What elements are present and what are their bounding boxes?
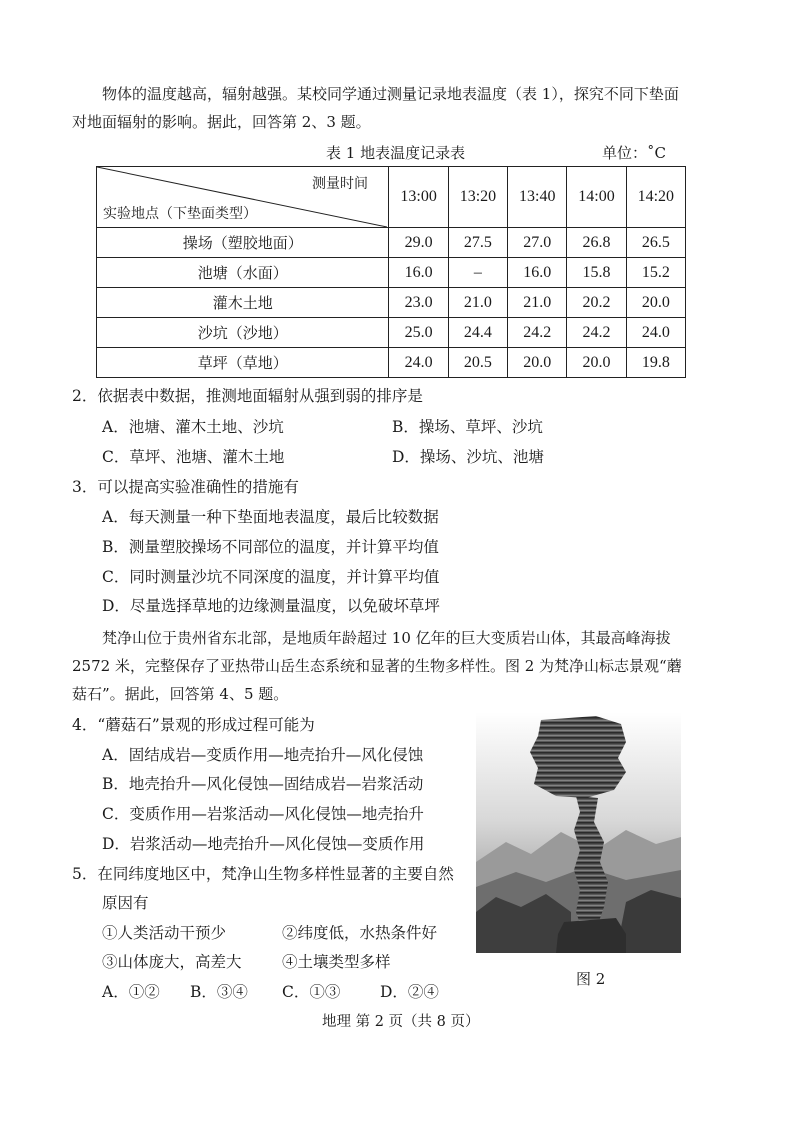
time-col-header: 13:20: [448, 167, 507, 228]
page-footer: 地理 第 2 页（共 8 页）: [322, 1014, 480, 1030]
value-cell: 20.0: [626, 288, 685, 318]
intro2-line-3: 菇石”。据此，回答第 4、5 题。: [72, 685, 289, 703]
site-cell: 操场（塑胶地面）: [97, 228, 389, 258]
question-5-statement-4: ④土壤类型多样: [282, 953, 391, 971]
question-4-option-b: B．地壳抬升—风化侵蚀—固结成岩—岩浆活动: [102, 775, 424, 793]
intro2-line-2: 2572 米，完整保存了亚热带山岳生态系统和显著的生物多样性。图 2 为梵净山标志景观“蘑: [72, 657, 682, 675]
time-col-header: 13:00: [389, 167, 448, 228]
table-unit: 单位：˚C: [602, 144, 666, 162]
question-3-stem: 3．可以提高实验准确性的措施有: [72, 478, 299, 496]
value-cell: 20.2: [567, 288, 626, 318]
value-cell: 26.5: [626, 228, 685, 258]
question-2-option-a: A．池塘、灌木土地、沙坑: [102, 418, 284, 436]
question-3-option-b: B．测量塑胶操场不同部位的温度，并计算平均值: [102, 538, 439, 556]
value-cell: 24.2: [508, 318, 567, 348]
intro-line-1: 物体的温度越高，辐射越强。某校同学通过测量记录地表温度（表 1），探究不同下垫面: [102, 85, 679, 103]
header-site-label: 实验地点（下垫面类型）: [103, 206, 257, 222]
question-5-statement-1: ①人类活动干预少: [102, 924, 227, 942]
question-4-option-d: D．岩浆活动—地壳抬升—风化侵蚀—变质作用: [102, 835, 425, 853]
site-cell: 灌木土地: [97, 288, 389, 318]
value-cell: 23.0: [389, 288, 448, 318]
figure-caption: 图 2: [576, 970, 606, 988]
question-2-option-c: C．草坪、池塘、灌木土地: [102, 448, 285, 466]
value-cell: 24.0: [389, 348, 448, 378]
value-cell: 20.5: [448, 348, 507, 378]
question-2-option-d: D．操场、沙坑、池塘: [392, 448, 544, 466]
value-cell: 24.2: [567, 318, 626, 348]
mushroom-rock-illustration: [476, 712, 681, 953]
question-5-option-b: B．③④: [190, 983, 248, 1001]
value-cell: 15.2: [626, 258, 685, 288]
time-col-header: 13:40: [508, 167, 567, 228]
question-5-option-d: D．②④: [380, 983, 439, 1001]
value-cell: 20.0: [567, 348, 626, 378]
site-cell: 池塘（水面）: [97, 258, 389, 288]
mushroom-rock-photo: [476, 712, 681, 953]
value-cell: 16.0: [508, 258, 567, 288]
value-cell: 24.4: [448, 318, 507, 348]
question-2-option-b: B．操场、草坪、沙坑: [392, 418, 543, 436]
question-5-statement-2: ②纬度低，水热条件好: [282, 924, 438, 942]
value-cell: 24.0: [626, 318, 685, 348]
question-4-stem: 4．“蘑菇石”景观的形成过程可能为: [72, 716, 315, 734]
header-time-label: 测量时间: [312, 176, 368, 192]
question-2-stem: 2．依据表中数据，推测地面辐射从强到弱的排序是: [72, 387, 423, 405]
question-5-option-c: C．①③: [282, 983, 341, 1001]
question-4-option-c: C．变质作用—岩浆活动—风化侵蚀—地壳抬升: [102, 805, 424, 823]
site-cell: 沙坑（沙地）: [97, 318, 389, 348]
question-5-stem-line-1: 5．在同纬度地区中，梵净山生物多样性显著的主要自然: [72, 865, 454, 883]
table-row: [97, 348, 686, 378]
value-cell: –: [448, 258, 507, 288]
intro-line-2: 对地面辐射的影响。据此，回答第 2、3 题。: [72, 113, 371, 131]
diagonal-header-cell: [97, 167, 389, 228]
table-row: [97, 288, 686, 318]
time-col-header: 14:00: [567, 167, 626, 228]
table-caption: 表 1 地表温度记录表: [326, 144, 466, 162]
value-cell: 21.0: [508, 288, 567, 318]
question-3-option-d: D．尽量选择草地的边缘测量温度，以免破坏草坪: [102, 597, 440, 615]
value-cell: 27.0: [508, 228, 567, 258]
table-row: [97, 318, 686, 348]
value-cell: 26.8: [567, 228, 626, 258]
temperature-table: [96, 166, 686, 378]
question-5-statement-3: ③山体庞大，高差大: [102, 953, 242, 971]
question-3-option-a: A．每天测量一种下垫面地表温度，最后比较数据: [102, 508, 439, 526]
value-cell: 25.0: [389, 318, 448, 348]
value-cell: 21.0: [448, 288, 507, 318]
value-cell: 16.0: [389, 258, 448, 288]
value-cell: 20.0: [508, 348, 567, 378]
value-cell: 29.0: [389, 228, 448, 258]
time-col-header: 14:20: [626, 167, 685, 228]
intro2-line-1: 梵净山位于贵州省东北部，是地质年龄超过 10 亿年的巨大变质岩山体，其最高峰海拔: [102, 629, 671, 647]
table-row: [97, 258, 686, 288]
table-header-row: [97, 167, 686, 228]
question-5-stem-line-2: 原因有: [102, 894, 149, 912]
question-5-option-a: A．①②: [102, 983, 160, 1001]
question-4-option-a: A．固结成岩—变质作用—地壳抬升—风化侵蚀: [102, 746, 424, 764]
value-cell: 15.8: [567, 258, 626, 288]
value-cell: 19.8: [626, 348, 685, 378]
table-row: [97, 228, 686, 258]
question-3-option-c: C．同时测量沙坑不同深度的温度，并计算平均值: [102, 568, 440, 586]
site-cell: 草坪（草地）: [97, 348, 389, 378]
value-cell: 27.5: [448, 228, 507, 258]
